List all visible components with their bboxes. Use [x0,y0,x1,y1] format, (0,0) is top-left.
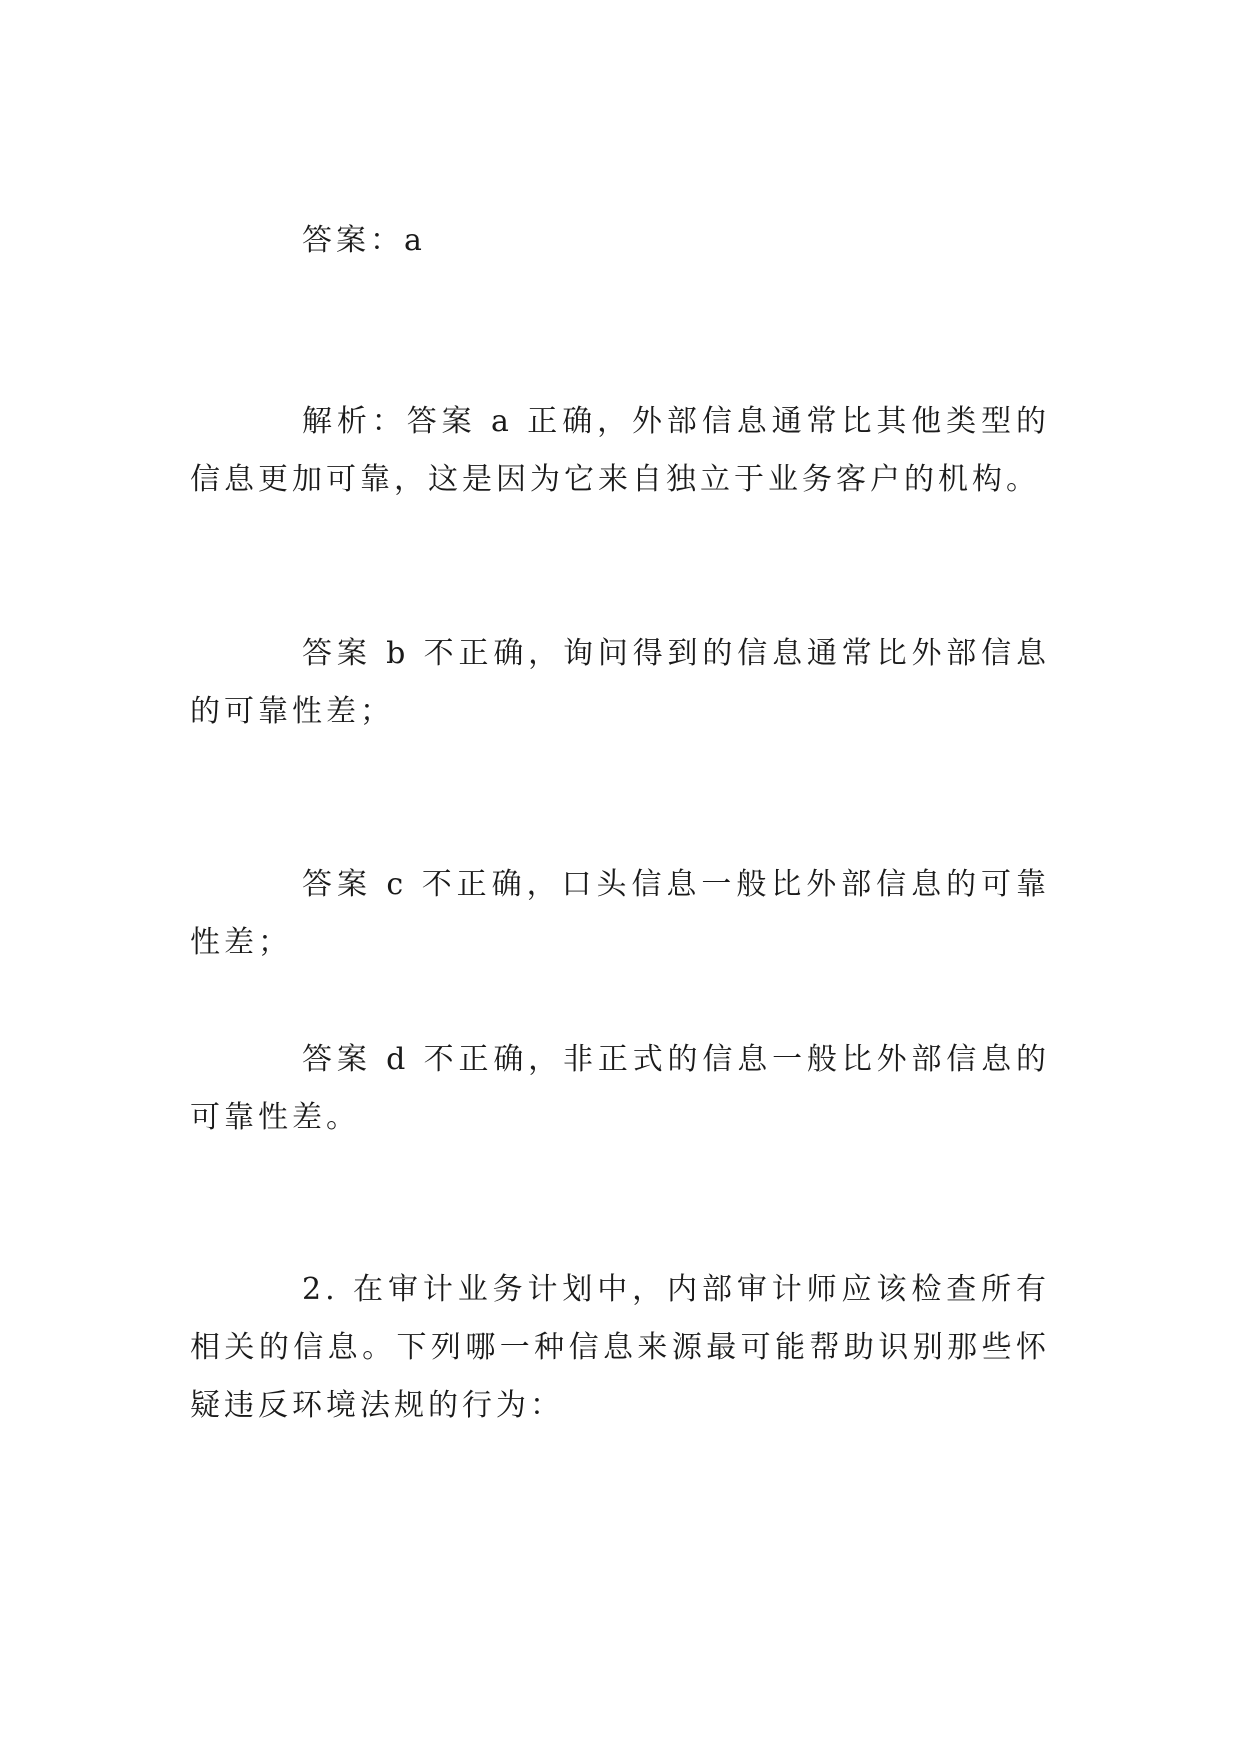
option-c-explanation: 答案 c 不正确，口头信息一般比外部信息的可靠性差； [190,867,1050,960]
explanation-paragraph: 解析：答案 a 正确，外部信息通常比其他类型的信息更加可靠，这是因为它来自独立于业务客户的机构。 [190,404,1050,497]
question-2-text: 2. 在审计业务计划中，内部审计师应该检查所有相关的信息。下列哪一种信息来源最可能帮助识别那些怀疑违反环境法规的行为： [190,1272,1050,1423]
option-d-explanation: 答案 d 不正确，非正式的信息一般比外部信息的可靠性差。 [190,1042,1050,1135]
option-b-explanation: 答案 b 不正确，询问得到的信息通常比外部信息的可靠性差； [190,636,1050,729]
answer-line: 答案：a [302,223,426,258]
